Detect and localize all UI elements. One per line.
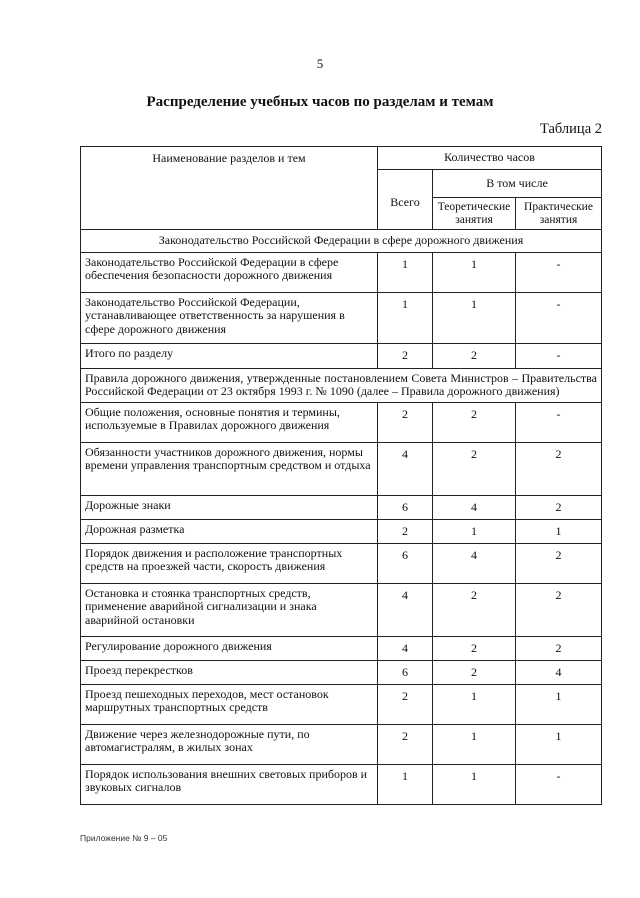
hours-total: 1 — [378, 252, 433, 292]
hours-practice: 2 — [516, 636, 602, 660]
hours-theory: 2 — [433, 660, 516, 684]
hours-practice: 1 — [516, 519, 602, 543]
topic-name: Обязанности участников дорожного движения, нормы времени управления транспортным средством и отдыха — [81, 442, 378, 495]
hours-theory: 1 — [433, 764, 516, 804]
header-total: Всего — [378, 170, 433, 230]
document-title: Распределение учебных часов по разделам и темам — [146, 94, 494, 110]
table-row — [81, 519, 602, 543]
header-theory: Теоретические занятия — [433, 198, 516, 230]
hours-total: 2 — [378, 724, 433, 764]
hours-total: 2 — [378, 343, 433, 368]
topic-name: Регулирование дорожного движения — [81, 636, 378, 660]
hours-practice: - — [516, 292, 602, 343]
header-practice: Практические занятия — [516, 198, 602, 230]
hours-total: 6 — [378, 543, 433, 583]
topic-name: Порядок движения и расположение транспортных средств на проезжей части, скорость движения — [81, 543, 378, 583]
topic-name: Проезд пешеходных переходов, мест остановок маршрутных транспортных средств — [81, 684, 378, 724]
hours-practice: - — [516, 402, 602, 442]
hours-theory: 2 — [433, 442, 516, 495]
hours-total: 4 — [378, 583, 433, 636]
table-caption: Таблица 2 — [539, 121, 602, 137]
hours-theory: 1 — [433, 519, 516, 543]
table-row — [81, 660, 602, 684]
page-number: 5 — [316, 56, 324, 71]
hours-theory: 4 — [433, 495, 516, 519]
hours-theory: 2 — [433, 402, 516, 442]
hours-total: 2 — [378, 684, 433, 724]
header-name: Наименование разделов и тем — [81, 147, 378, 230]
table-row — [81, 252, 602, 292]
hours-practice: 2 — [516, 583, 602, 636]
topic-name: Дорожная разметка — [81, 519, 378, 543]
table-row — [81, 764, 602, 804]
table-row — [81, 636, 602, 660]
topic-name: Общие положения, основные понятия и термины, используемые в Правилах дорожного движения — [81, 402, 378, 442]
table-row — [81, 343, 602, 368]
hours-total: 4 — [378, 442, 433, 495]
hours-total: 6 — [378, 660, 433, 684]
hours-total: 1 — [378, 764, 433, 804]
table-row — [81, 292, 602, 343]
hours-total: 2 — [378, 519, 433, 543]
hours-practice: 2 — [516, 442, 602, 495]
hours-theory: 1 — [433, 724, 516, 764]
section-title: Законодательство Российской Федерации в сфере дорожного движения — [81, 230, 602, 253]
hours-practice: 2 — [516, 495, 602, 519]
hours-total: 1 — [378, 292, 433, 343]
topic-name: Итого по разделу — [81, 343, 378, 368]
table-row — [81, 442, 602, 495]
hours-total: 6 — [378, 495, 433, 519]
hours-practice: - — [516, 343, 602, 368]
hours-practice: 2 — [516, 543, 602, 583]
hours-table — [80, 146, 602, 805]
hours-theory: 4 — [433, 543, 516, 583]
hours-theory: 1 — [433, 684, 516, 724]
topic-name: Законодательство Российской Федерации в сфере обеспечения безопасности дорожного движения — [81, 252, 378, 292]
hours-practice: - — [516, 764, 602, 804]
header-quantity: Количество часов — [378, 147, 602, 170]
table-row — [81, 402, 602, 442]
topic-name: Движение через железнодорожные пути, по автомагистралям, в жилых зонах — [81, 724, 378, 764]
hours-practice: 1 — [516, 684, 602, 724]
topic-name: Дорожные знаки — [81, 495, 378, 519]
hours-theory: 2 — [433, 583, 516, 636]
table-row — [81, 543, 602, 583]
topic-name: Проезд перекрестков — [81, 660, 378, 684]
hours-theory: 2 — [433, 343, 516, 368]
section-title: Правила дорожного движения, утвержденные постановлением Совета Министров – Правительства Российской Федерации от 23 октября 1993 г. № 1090 (далее – Правила дорожного движения) — [81, 368, 602, 402]
table-row — [81, 724, 602, 764]
hours-theory: 2 — [433, 636, 516, 660]
topic-name: Остановка и стоянка транспортных средств, применение аварийной сигнализации и знака аварийной остановки — [81, 583, 378, 636]
topic-name: Порядок использования внешних световых приборов и звуковых сигналов — [81, 764, 378, 804]
hours-practice: 1 — [516, 724, 602, 764]
hours-theory: 1 — [433, 292, 516, 343]
table-row — [81, 684, 602, 724]
hours-total: 2 — [378, 402, 433, 442]
table-row — [81, 583, 602, 636]
footer-note: Приложение № 9 – 05 — [80, 833, 168, 843]
table-row — [81, 495, 602, 519]
hours-practice: 4 — [516, 660, 602, 684]
hours-practice: - — [516, 252, 602, 292]
topic-name: Законодательство Российской Федерации, устанавливающее ответственность за нарушения в сфере дорожного движения — [81, 292, 378, 343]
hours-total: 4 — [378, 636, 433, 660]
header-including: В том числе — [433, 170, 602, 198]
hours-theory: 1 — [433, 252, 516, 292]
